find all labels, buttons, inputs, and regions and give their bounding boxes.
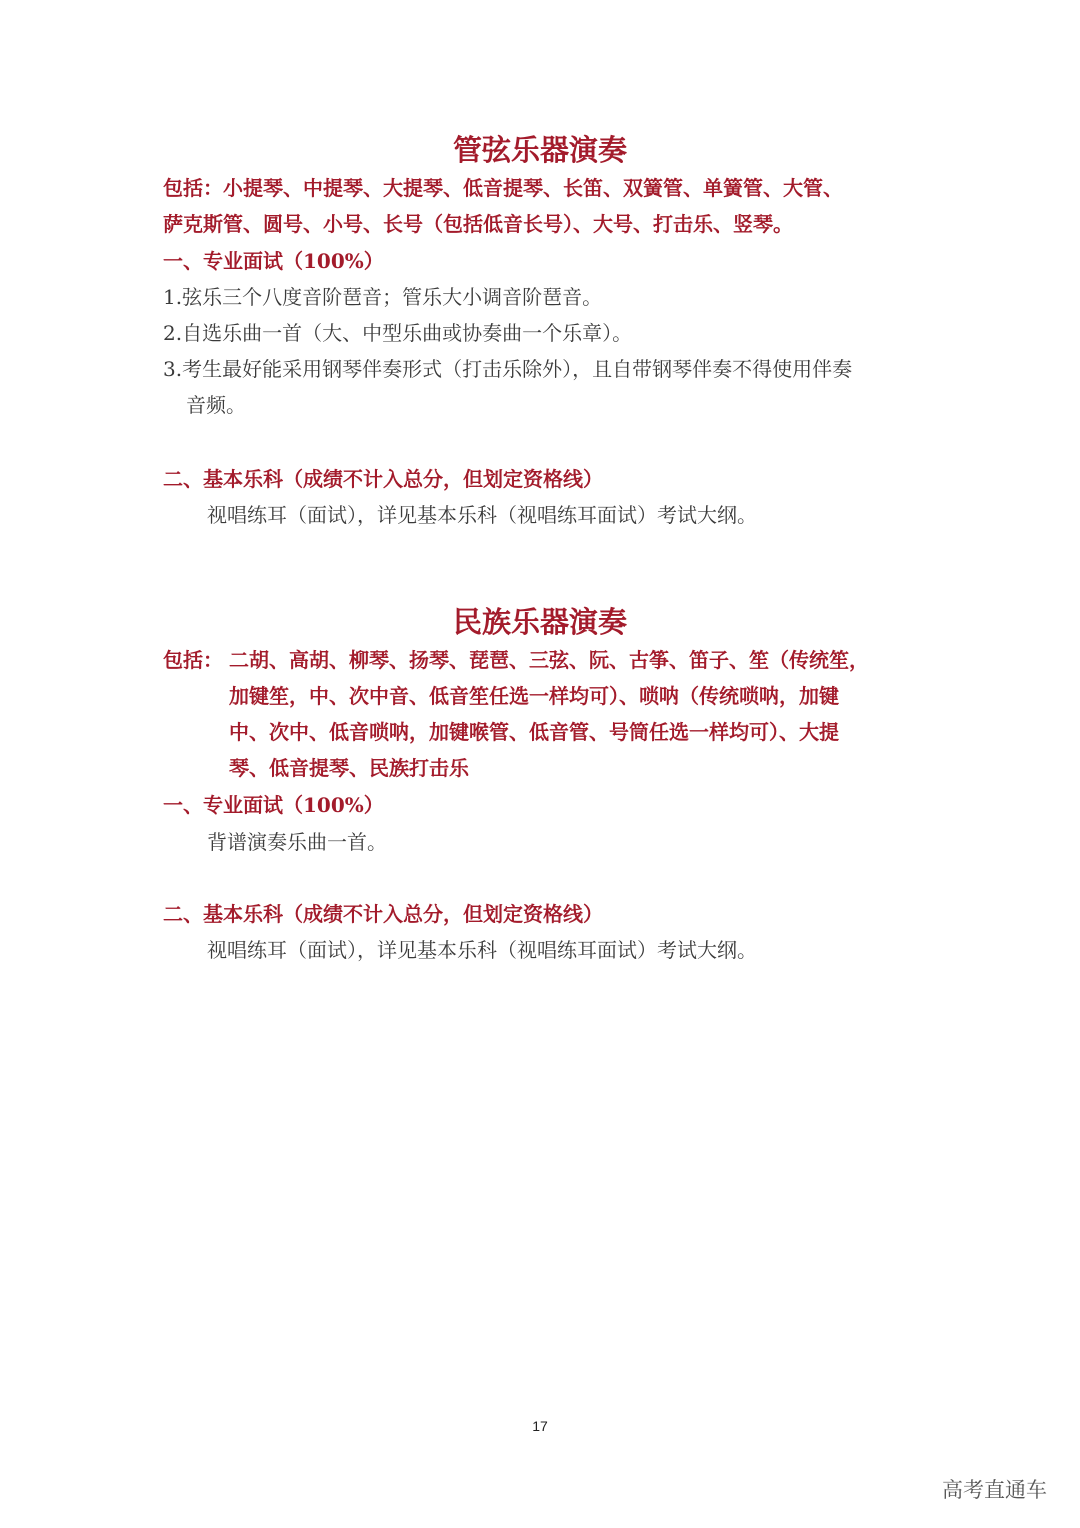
section1-includes-line2: 萨克斯管、圆号、小号、长号（包括低音长号）、大号、打击乐、竖琴。 [163, 212, 793, 236]
section2-heading-interview: 一、专业面试（100%） [163, 793, 384, 817]
section2-heading-basic: 二、基本乐科（成绩不计入总分，但划定资格线） [163, 902, 603, 926]
section1-item3-line2: 音频。 [186, 393, 246, 417]
section1-item3-line1: 3.考生最好能采用钢琴伴奏形式（打击乐除外），且自带钢琴伴奏不得使用伴奏 [163, 357, 853, 381]
section2-title: 民族乐器演奏 [452, 605, 627, 639]
section1-includes-line1: 包括：小提琴、中提琴、大提琴、低音提琴、长笛、双簧管、单簧管、大管、 [163, 176, 843, 200]
section2-includes-line2: 加键笙，中、次中音、低音笙任选一样均可）、唢呐（传统唢呐，加键 [229, 684, 839, 708]
section2-item1: 背谱演奏乐曲一首。 [207, 830, 387, 854]
section1-heading-interview: 一、专业面试（100%） [163, 249, 384, 273]
section2-note: 视唱练耳（面试），详见基本乐科（视唱练耳面试）考试大纲。 [207, 938, 757, 962]
section2-includes-line3: 中、次中、低音唢呐，加键喉管、低音管、号筒任选一样均可）、大提 [229, 720, 839, 744]
section2-includes-line4: 琴、低音提琴、民族打击乐 [229, 756, 469, 780]
section1-title: 管弦乐器演奏 [452, 133, 627, 167]
section2-includes-line1: 二胡、高胡、柳琴、扬琴、琵琶、三弦、阮、古筝、笛子、笙（传统笙， [229, 648, 869, 672]
watermark: 高考直通车 [942, 1478, 1047, 1502]
section1-item1: 1.弦乐三个八度音阶琶音；管乐大小调音阶琶音。 [163, 285, 603, 309]
page-number: 17 [532, 1418, 548, 1434]
section2-includes-label: 包括： [163, 648, 223, 672]
section1-item2: 2.自选乐曲一首（大、中型乐曲或协奏曲一个乐章）。 [163, 321, 633, 345]
section1-note: 视唱练耳（面试），详见基本乐科（视唱练耳面试）考试大纲。 [207, 503, 757, 527]
section1-heading-basic: 二、基本乐科（成绩不计入总分，但划定资格线） [163, 467, 603, 491]
